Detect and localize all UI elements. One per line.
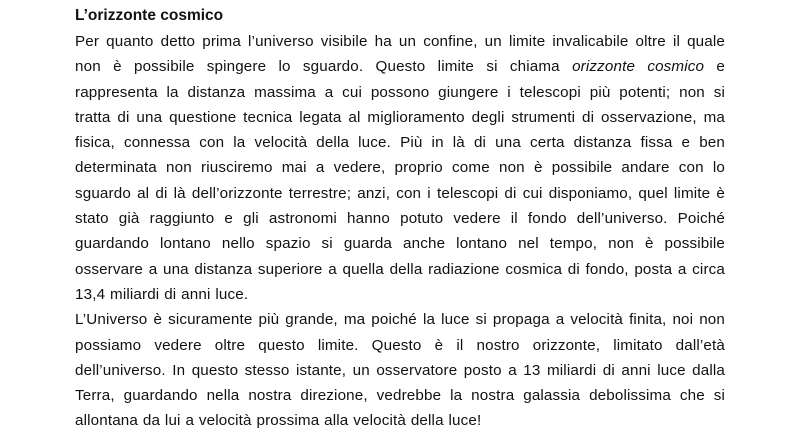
text-line: fisica, connessa con la velocità della luce. Più in là di una certa distanza fissa e ben (75, 134, 725, 152)
text-line: rappresenta la distanza massima a cui possono giungere i telescopi più potenti; non si (75, 83, 725, 101)
text-line: stato già raggiunto e gli astronomi hanno potuto vedere il fondo dell’universo. Poiché (75, 210, 725, 228)
text-line (75, 54, 725, 79)
text-line: osservare a una distanza superiore a quella della radiazione cosmica di fondo, posta a circa (75, 260, 725, 278)
text-line: allontana da lui a velocità prossima alla velocità della luce! (75, 412, 482, 430)
text-line: tratta di una questione tecnica legata al miglioramento degli strumenti di osservazione, ma (75, 108, 725, 126)
emphasized-term: orizzonte cosmico (572, 58, 705, 76)
text-line: guardando lontano nello spazio si guarda anche lontano nel tempo, non è possibile (75, 235, 725, 253)
text-fragment: e (704, 58, 725, 76)
text-line: 13,4 miliardi di anni luce. (75, 285, 249, 303)
text-fragment: non è possibile spingere lo sguardo. Questo limite si chiama (75, 58, 573, 76)
text-line: Terra, guardando nella nostra direzione, vedrebbe la nostra galassia debolissima che si (75, 387, 725, 405)
paragraph-2 (75, 307, 725, 433)
document-title: L’orizzonte cosmico (75, 7, 224, 24)
paragraph-1 (75, 29, 725, 307)
text-line: L’Universo è sicuramente più grande, ma poiché la luce si propaga a velocità finita, noi non (75, 311, 725, 329)
text-line: Per quanto detto prima l’universo visibile ha un confine, un limite invalicabile oltre il quale (75, 33, 725, 50)
text-line: determinata non riusciremo mai a vedere, proprio come non è possibile andare con lo (75, 159, 725, 177)
text-line: dell’universo. In questo stesso istante, un osservatore posto a 13 miliardi di anni luce dalla (75, 361, 725, 379)
text-line: possiamo vedere oltre questo limite. Questo è il nostro orizzonte, limitato dall’età (75, 336, 725, 354)
document-page (75, 5, 725, 434)
text-line: sguardo al di là dell’orizzonte terrestre; anzi, con i telescopi di cui disponiamo, quel limite è (75, 184, 725, 202)
